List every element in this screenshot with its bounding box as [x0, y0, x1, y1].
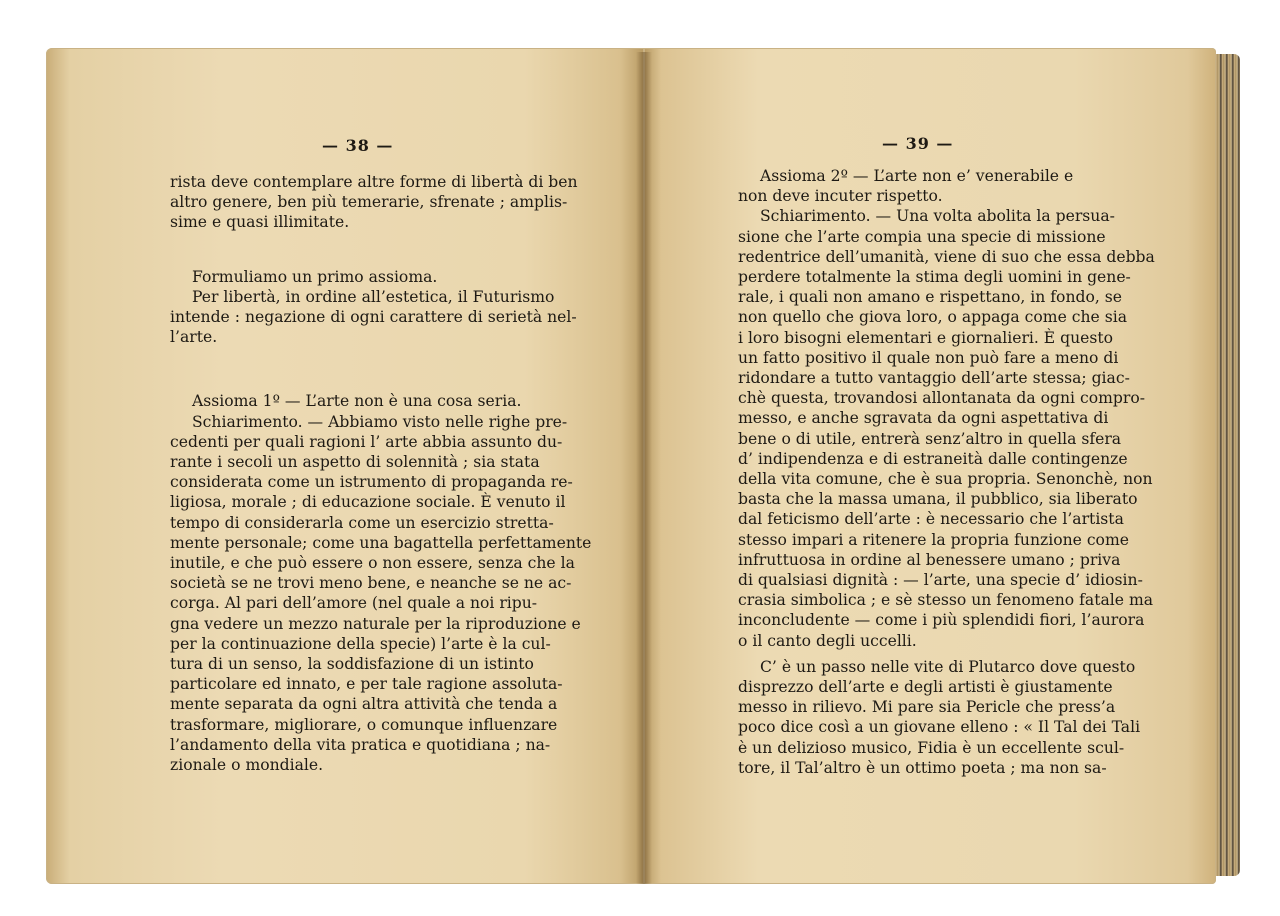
text-line: l’arte.	[170, 328, 218, 347]
text-line: i loro bisogni elementari e giornalieri. È questo	[738, 328, 1114, 347]
text-line: gna vedere un mezzo naturale per la riproduzione e	[170, 614, 581, 633]
text-line: ridondare a tutto vantaggio dell’arte stessa; giac-	[738, 369, 1130, 388]
text-line: mente personale; come una bagattella perfettamente	[170, 533, 592, 552]
axiom-heading-2-cont: non deve incuter rispetto.	[738, 187, 943, 206]
text-line: tore, il Tal’altro è un ottimo poeta ; ma non sa-	[738, 758, 1107, 777]
text-line: un fatto positivo il quale non può fare a meno di	[738, 348, 1119, 367]
text-line: mente separata da ogni altra attività che tenda a	[170, 695, 558, 714]
open-book	[38, 40, 1250, 890]
text-line: altro genere, ben più temerarie, sfrenate ; amplis-	[170, 193, 568, 212]
book-spine	[636, 52, 652, 884]
text-line: stesso impari a ritenere la propria funzione come	[738, 530, 1129, 549]
right-para-2	[738, 657, 1178, 778]
text-line: Schiarimento. — Abbiamo visto nelle righe pre-	[192, 412, 568, 431]
left-page-text	[170, 172, 590, 775]
text-line: messo, e anche sgravata da ogni aspettativa di	[738, 409, 1109, 428]
text-line: rista deve contemplare altre forme di libertà di ben	[170, 173, 578, 191]
left-para-3	[170, 412, 590, 776]
text-line: sione che l’arte compia una specie di missione	[738, 227, 1106, 246]
text-line: d’ indipendenza e di estraneità dalle contingenze	[738, 449, 1128, 468]
right-page-text	[738, 166, 1178, 778]
text-line: considerata come un istrumento di propaganda re-	[170, 473, 573, 492]
right-para-1	[738, 206, 1178, 650]
text-line: trasformare, migliorare, o comunque influenzare	[170, 715, 558, 734]
left-para-1	[170, 172, 590, 233]
text-line: società se ne trovi meno bene, e neanche se ne ac-	[170, 574, 572, 593]
text-line: sime e quasi illimitate.	[170, 213, 350, 232]
text-line: cedenti per quali ragioni l’ arte abbia assunto du-	[170, 432, 563, 451]
text-line: rale, i quali non amano e rispettano, in fondo, se	[738, 288, 1122, 307]
text-line: poco dice così a un giovane elleno : « Il Tal dei Tali	[738, 718, 1141, 737]
text-line: o il canto degli uccelli.	[738, 631, 917, 650]
text-line: l’andamento della vita pratica e quotidiana ; na-	[170, 735, 551, 754]
text-line: di qualsiasi dignità : — l’arte, una specie d’ idiosin-	[738, 571, 1143, 590]
text-line: ligiosa, morale ; di educazione sociale. È venuto il	[170, 493, 566, 512]
page-number-left: — 38 —	[322, 136, 394, 155]
text-line: basta che la massa umana, il pubblico, sia liberato	[738, 490, 1138, 509]
right-page	[644, 48, 1216, 884]
text-line: disprezzo dell’arte e degli artisti è giustamente	[738, 678, 1113, 697]
axiom-heading-1: Assioma 1º — L’arte non è una cosa seria.	[192, 392, 522, 411]
text-line: corga. Al pari dell’amore (nel quale a noi ripu-	[170, 594, 538, 613]
text-line: tura di un senso, la soddisfazione di un istinto	[170, 655, 534, 674]
axiom-heading-2: Assioma 2º — L’arte non e’ venerabile e	[760, 167, 1074, 185]
text-line: dal feticismo dell’arte : è necessario che l’artista	[738, 510, 1124, 529]
text-line: intende : negazione di ogni carattere di serietà nel-	[170, 308, 577, 327]
page-number-right: — 39 —	[882, 134, 954, 153]
text-line: rante i secoli un aspetto di solennità ; sia stata	[170, 453, 540, 472]
text-line: C’ è un passo nelle vite di Plutarco dove questo	[760, 657, 1136, 676]
text-line: per la continuazione della specie) l’arte è la cul-	[170, 634, 551, 653]
text-line: crasia simbolica ; e sè stesso un fenomeno fatale ma	[738, 591, 1154, 610]
text-line: tempo di considerarla come un esercizio stretta-	[170, 513, 554, 532]
text-line: chè questa, trovandosi allontanata da ogni compro-	[738, 389, 1145, 408]
text-line: perdere totalmente la stima degli uomini in gene-	[738, 268, 1131, 287]
text-line: della vita comune, che è sua propria. Senonchè, non	[738, 470, 1153, 489]
text-line: infruttuosa in ordine al benessere umano ; priva	[738, 550, 1121, 569]
text-line: zionale o mondiale.	[170, 756, 324, 775]
text-line: inconcludente — come i più splendidi fiori, l’aurora	[738, 611, 1145, 630]
text-line: Schiarimento. — Una volta abolita la persua-	[760, 207, 1115, 226]
left-para-2	[170, 267, 590, 348]
text-line: non quello che giova loro, o appaga come che sia	[738, 308, 1127, 327]
text-line: è un delizioso musico, Fidia è un eccellente scul-	[738, 738, 1125, 757]
text-line: redentrice dell’umanità, viene di suo che essa debba	[738, 247, 1155, 266]
text-line: particolare ed innato, e per tale ragione assoluta-	[170, 675, 563, 694]
text-line: bene o di utile, entrerà senz’altro in quella sfera	[738, 429, 1122, 448]
left-page	[46, 48, 644, 884]
text-line: Formuliamo un primo assioma.	[192, 267, 438, 286]
text-line: inutile, e che può essere o non essere, senza che la	[170, 554, 575, 573]
text-line: messo in rilievo. Mi pare sia Pericle che press’a	[738, 698, 1116, 717]
text-line: Per libertà, in ordine all’estetica, il Futurismo	[192, 287, 555, 306]
